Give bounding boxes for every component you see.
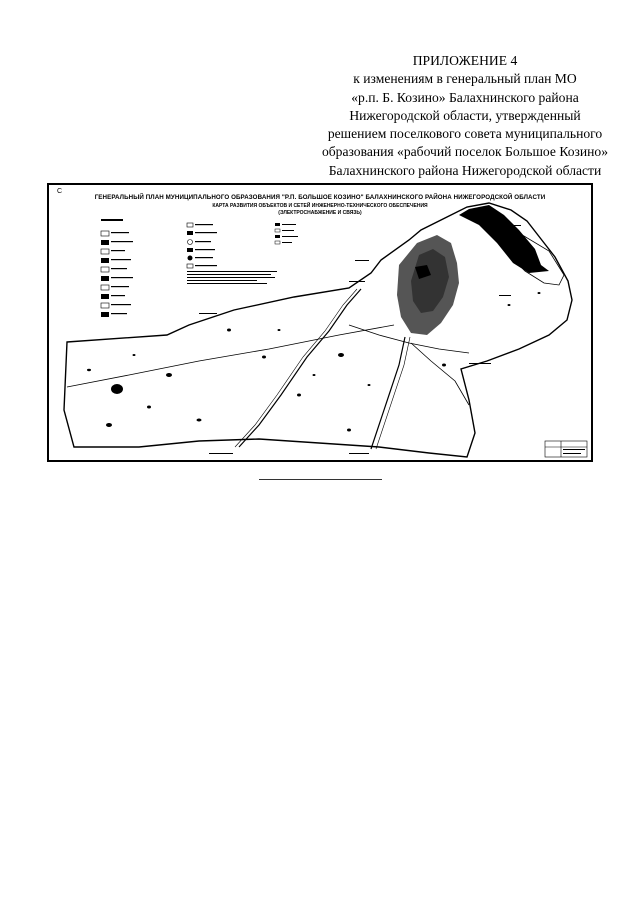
map-drawing [49, 185, 591, 460]
appendix-header [300, 52, 630, 198]
header-line-1: ПРИЛОЖЕНИЕ 4 [412, 53, 518, 68]
title-block [545, 441, 587, 457]
header-line-6: образования «рабочий поселок Большое Козино» [321, 144, 609, 160]
header-line-2: к изменениям в генеральный план МО [353, 71, 577, 87]
map-corner-mark: С [57, 188, 63, 195]
map-subtitle: КАРТА РАЗВИТИЯ ОБЪЕКТОВ И СЕТЕЙ ИНЖЕНЕРНО-ТЕХНИЧЕСКОГО ОБЕСПЕЧЕНИЯ [212, 203, 428, 209]
settlement-area [397, 235, 459, 335]
forest-area [459, 205, 549, 273]
header-line-7: Балахнинского района Нижегородской области [328, 162, 602, 178]
map-subtitle-2: (ЭЛЕКТРОСНАБЖЕНИЕ И СВЯЗЬ) [278, 210, 362, 216]
terrain-marks [87, 292, 541, 432]
map-figure [47, 183, 593, 462]
map-title: ГЕНЕРАЛЬНЫЙ ПЛАН МУНИЦИПАЛЬНОГО ОБРАЗОВАНИЯ "Р.П. БОЛЬШОЕ КОЗИНО" БАЛАХНИНСКОГО РАЙОНА НИЖЕГОРОДСКОЙ ОБЛАСТИ [94, 194, 546, 201]
header-line-5: решением поселкового совета муниципального [327, 126, 603, 142]
horizontal-rule [259, 479, 382, 480]
header-line-4: Нижегородской области, утвержденный [349, 107, 581, 123]
header-line-3: «р.п. Б. Козино» Балахнинского района [351, 89, 579, 105]
